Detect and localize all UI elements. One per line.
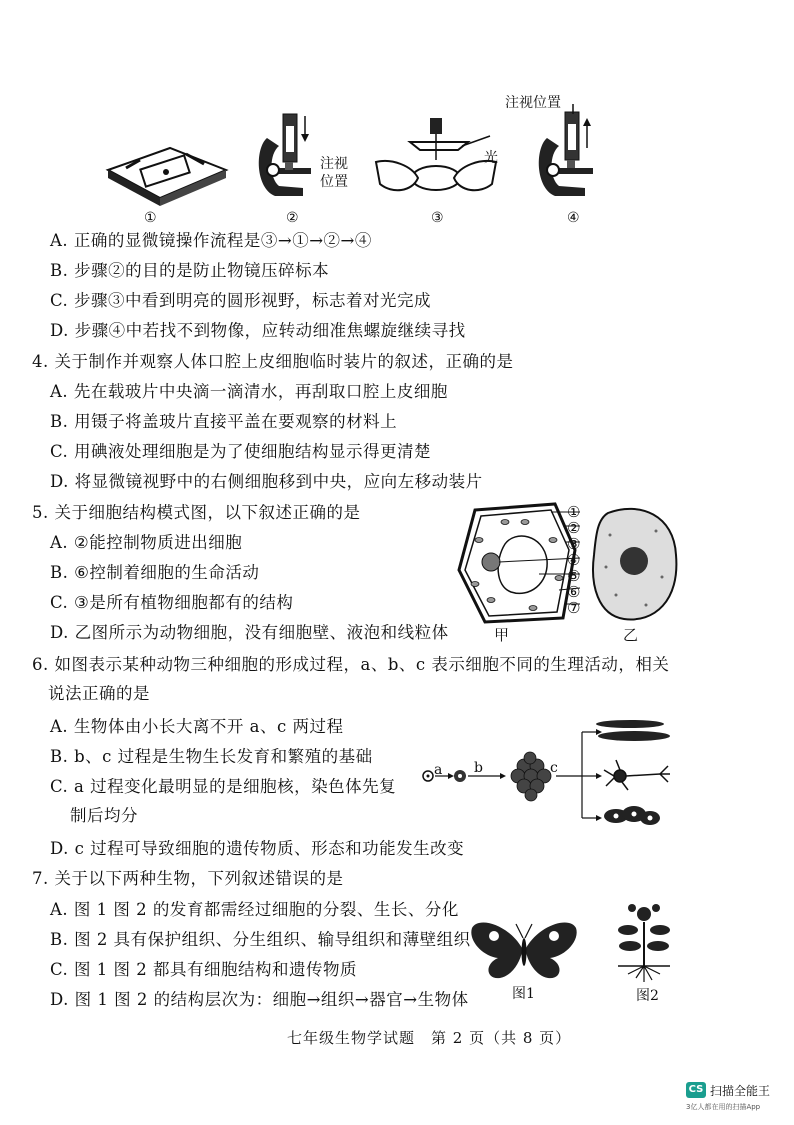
q5-fig-number-4: ④	[567, 551, 581, 569]
q4-stem: 4. 关于制作并观察人体口腔上皮细胞临时装片的叙述，正确的是	[32, 352, 514, 371]
q6-stem-line2: 说法正确的是	[48, 684, 150, 703]
q6-option-c-cont: 制后均分	[70, 806, 138, 825]
neuron	[604, 760, 670, 790]
q6-option-a: A. 生物体由小长大离不开 a、c 两过程	[50, 717, 344, 736]
camscanner-logo: CS	[686, 1082, 706, 1098]
fig-label-3: ③	[431, 210, 444, 226]
camscanner-name: 扫描全能王	[710, 1084, 771, 1098]
figure-plant-cell	[455, 500, 580, 625]
q7-fig1-label: 图1	[512, 986, 535, 1002]
figure-light-adjust	[372, 118, 502, 204]
fig-label-2: ②	[286, 210, 299, 226]
q6-option-d: D. c 过程可导致细胞的遗传物质、形态和功能发生改变	[50, 839, 465, 858]
q7-option-c: C. 图 1 图 2 都具有细胞结构和遗传物质	[50, 960, 358, 979]
q7-fig2-label: 图2	[636, 988, 659, 1004]
q3-option-b: B. 步骤②的目的是防止物镜压碎标本	[50, 261, 330, 280]
fig-label-4: ④	[567, 210, 580, 226]
q5-fig-jia: 甲	[494, 626, 510, 644]
q4-option-d: D. 将显微镜视野中的右侧细胞移到中央，应向左移动装片	[50, 472, 483, 491]
q5-fig-number-3: ③	[567, 535, 581, 553]
q7-option-d: D. 图 1 图 2 的结构层次为：细胞→组织→器官→生物体	[50, 990, 469, 1009]
q6-fig-a: a	[434, 762, 443, 778]
q3-option-c: C. 步骤③中看到明亮的圆形视野，标志着对光完成	[50, 291, 432, 310]
figure-plant	[614, 902, 674, 984]
q7-option-b: B. 图 2 具有保护组织、分生组织、输导组织和薄壁组织	[50, 930, 471, 949]
figure-stage	[100, 140, 230, 208]
q4-option-c: C. 用碘液处理细胞是为了使细胞结构显示得更清楚	[50, 442, 432, 461]
q5-fig-yi: 乙	[623, 626, 639, 644]
q5-fig-number-6: ⑥	[567, 583, 581, 601]
epithelial-cells	[604, 806, 660, 825]
q4-option-b: B. 用镊子将盖玻片直接平盖在要观察的材料上	[50, 412, 398, 431]
q6-stem-line1: 6. 如图表示某种动物三种细胞的形成过程，a、b、c 表示细胞不同的生理活动，相关	[32, 655, 670, 674]
q5-option-d: D. 乙图所示为动物细胞，没有细胞壁、液泡和线粒体	[50, 623, 449, 642]
muscle-cells	[596, 720, 670, 741]
q5-option-a: A. ②能控制物质进出细胞	[50, 533, 243, 552]
label-guang: 光	[484, 150, 498, 166]
q6-fig-c: c	[550, 760, 558, 776]
q5-fig-number-7: ⑦	[567, 599, 581, 617]
figure-microscope-raise	[535, 104, 605, 204]
q3-option-d: D. 步骤④中若找不到物像，应转动细准焦螺旋继续寻找	[50, 321, 466, 340]
q7-stem: 7. 关于以下两种生物，下列叙述错误的是	[32, 869, 344, 888]
label-zhushi-weizhi-top: 注视位置	[505, 95, 561, 111]
q3-option-a: A. 正确的显微镜操作流程是③→①→②→④	[50, 231, 372, 250]
q5-fig-number-2: ②	[567, 519, 581, 537]
q5-option-b: B. ⑥控制着细胞的生命活动	[50, 563, 260, 582]
q5-option-c: C. ③是所有植物细胞都有的结构	[50, 593, 294, 612]
figure-microscope-lower	[255, 108, 315, 208]
q6-option-c: C. a 过程变化最明显的是细胞核，染色体先复	[50, 777, 397, 796]
q6-fig-b: b	[474, 760, 483, 776]
q4-option-a: A. 先在载玻片中央滴一滴清水，再刮取口腔上皮细胞	[50, 382, 448, 401]
q5-fig-number-5: ⑤	[567, 567, 581, 585]
camscanner-slogan: 3亿人都在用的扫描App	[686, 1103, 761, 1111]
figure-animal-cell	[590, 505, 680, 625]
label-zhushi-weizhi: 注视 位置	[320, 156, 348, 190]
cell-mass	[511, 752, 551, 801]
q5-stem: 5. 关于细胞结构模式图，以下叙述正确的是	[32, 503, 361, 522]
q5-fig-number-1: ①	[567, 503, 581, 521]
q7-option-a: A. 图 1 图 2 的发育都需经过细胞的分裂、生长、分化	[50, 900, 459, 919]
q6-option-b: B. b、c 过程是生物生长发育和繁殖的基础	[50, 747, 373, 766]
page-footer: 七年级生物学试题 第 2 页（共 8 页）	[287, 1029, 572, 1047]
figure-butterfly	[468, 918, 580, 982]
fig-label-1: ①	[144, 210, 157, 226]
